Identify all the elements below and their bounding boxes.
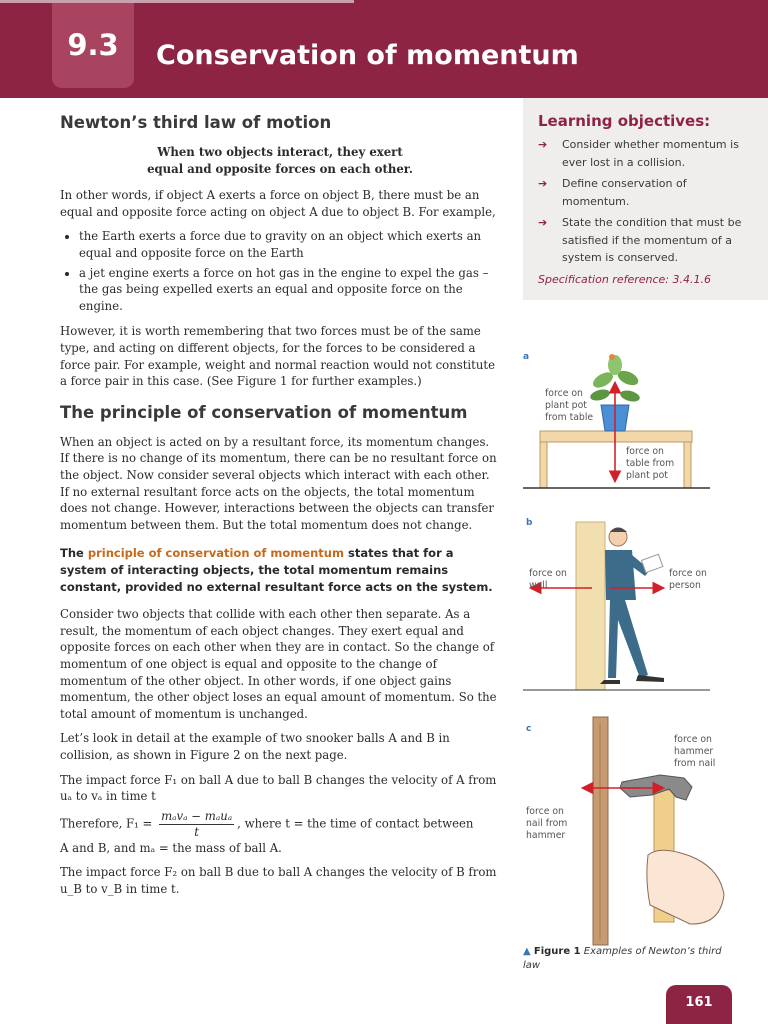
arrow-right-icon: ➔: [538, 216, 548, 229]
section-title: Conservation of momentum: [156, 40, 579, 71]
specification-reference: Specification reference: 3.4.1.6: [538, 272, 711, 286]
key-term: principle of conservation of momentum: [87, 546, 344, 561]
equation-numerator: mₐvₐ − mₐuₐ: [161, 808, 233, 823]
figure-b-person-leaning-on-wall: [523, 522, 710, 690]
figure-b-label: b: [526, 518, 533, 528]
arrow-right-icon: ➔: [538, 138, 548, 151]
statement-post: states that for a system of interacting objects, the total momentum remains constant, provided no external resultant force acts on the system.: [60, 546, 493, 595]
force-label-wall: force on wall: [529, 568, 567, 591]
force-label-nail: force on nail from hammer: [526, 806, 568, 841]
newton-intro: In other words, if object A exerts a force on object B, there must be an equal and opposite force acting on object A due to object B. For example,: [60, 188, 496, 219]
objective-text: Define conservation of momentum.: [562, 177, 687, 208]
objective-text: State the condition that must be satisfied if the momentum of a system is conserved.: [562, 216, 742, 264]
statement-pre: The: [60, 546, 88, 561]
arrow-right-icon: ➔: [538, 177, 548, 190]
list-item: • the Earth exerts a force due to gravity on an object which exerts an equal and opposite force on the Earth: [79, 228, 500, 261]
figure-caption: [523, 945, 723, 973]
law-line-2: equal and opposite forces on each other.: [147, 161, 413, 176]
equation-prefix: Therefore, F₁ =: [60, 816, 153, 831]
equation-suffix: , where t = the time of contact between: [237, 816, 474, 831]
impact-force-f2: The impact force F₂ on ball B due to ball A changes the velocity of B from u_B to v_B in time t.: [60, 865, 497, 896]
equation-line-2: A and B, and mₐ = the mass of ball A.: [60, 840, 282, 855]
triangle-up-icon: ▲: [523, 946, 531, 957]
force-label-table: force on table from plant pot: [626, 446, 675, 481]
principle-paragraph-2: Consider two objects that collide with each other then separate. As a result, the momentum of each object changes. They exert equal and opposite forces on each other when they are in contact. So the change of momentum of one object is equal and opposite to the change of momentum of the other object. In other words, if one object gains momentum, the other object loses an equal amount of momentum. So the total amount of momentum is unchanged.: [60, 607, 497, 721]
force-label-person: force on person: [669, 568, 707, 591]
figure-a-label: a: [523, 352, 530, 362]
force-label-hammer: force on hammer from nail: [674, 734, 716, 769]
principle-heading: The principle of conservation of momentum: [60, 402, 468, 422]
objectives-heading: Learning objectives:: [538, 112, 711, 130]
objective-text: Consider whether momentum is ever lost in a collision.: [562, 138, 739, 169]
force-pair-paragraph: However, it is worth remembering that two forces must be of the same type, and acting on different objects, for the forces to be considered a force pair. For example, weight and normal reaction would not constitute a force pair in this case. (See Figure 1 for further examples.): [60, 324, 495, 389]
caption-number: Figure 1: [533, 946, 581, 957]
principle-paragraph-1: When an object is acted on by a resultant force, its momentum changes. If there is no change of its momentum, there can be no resultant force on the object. Now consider several objects which interact with each other. If no external resultant force acts on the objects, the total momentum does not change. However, interactions between the objects can transfer momentum between them. But the total momentum does not change.: [60, 434, 497, 532]
impact-force-f1: The impact force F₁ on ball A due to ball B changes the velocity of A from uₐ to vₐ in time t: [60, 772, 497, 804]
figure-c-label: c: [526, 724, 532, 734]
law-line-1: When two objects interact, they exert: [157, 145, 403, 159]
force-label-pot: force on plant pot from table: [545, 388, 594, 423]
section-number: 9.3: [52, 3, 134, 88]
caption-text: Examples of Newton’s third law: [523, 946, 722, 971]
principle-paragraph-3: Let’s look in detail at the example of two snooker balls A and B in collision, as shown in Figure 2 on the next page.: [60, 731, 450, 763]
equation-denominator: t: [194, 824, 199, 839]
page-number: 161: [666, 985, 732, 1024]
list-item: • a jet engine exerts a force on hot gas in the engine to expel the gas – the gas being expelled exerts an equal and opposite force on the engine.: [79, 265, 500, 315]
newton-heading: Newton’s third law of motion: [60, 113, 332, 132]
